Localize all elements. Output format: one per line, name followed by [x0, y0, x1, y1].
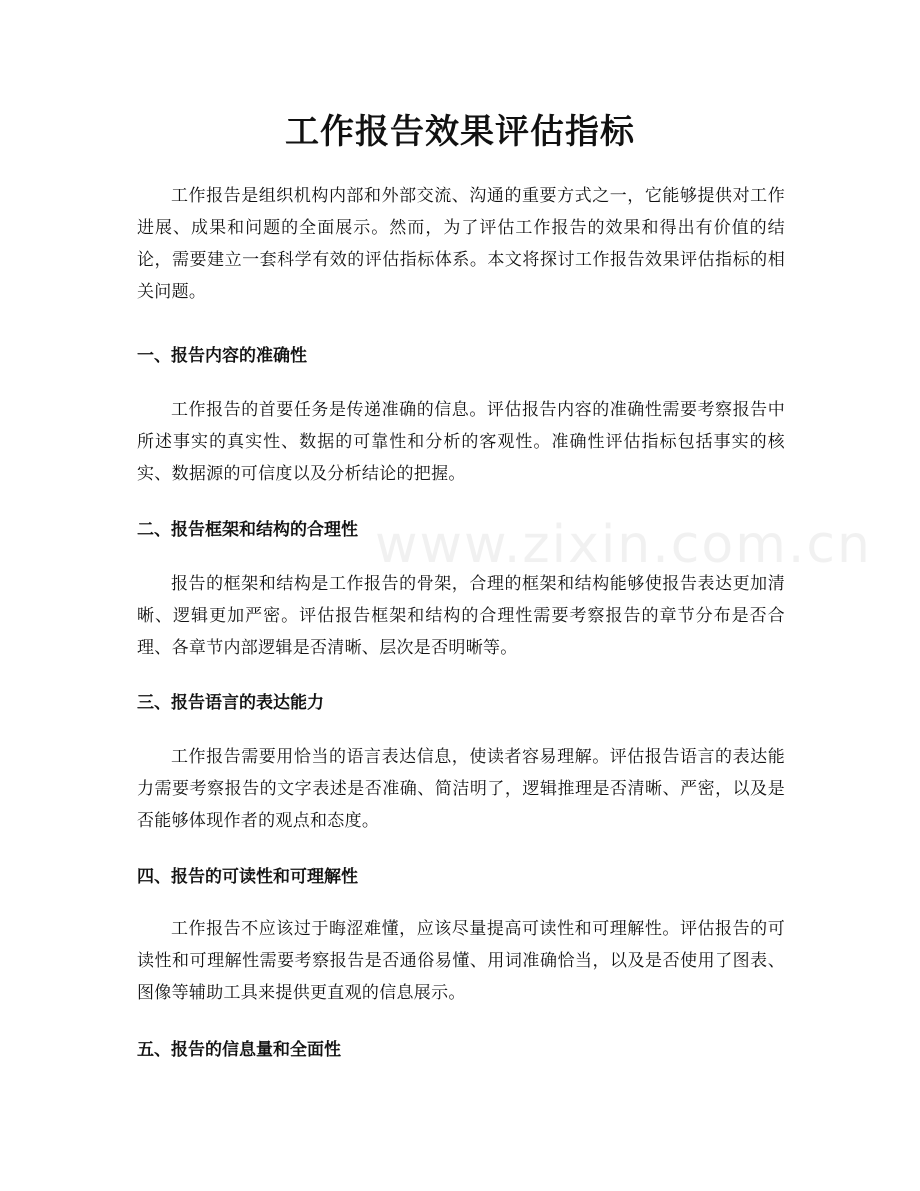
watermark: www.zixin.com.cn [375, 515, 872, 575]
section-body-4: 工作报告不应该过于晦涩难懂，应该尽量提高可读性和可理解性。评估报告的可读性和可理解性需要考察报告是否通俗易懂、用词准确恰当，以及是否使用了图表、图像等辅助工具来提供更直观的信息展示。 [137, 919, 785, 1003]
section-heading-4: 四、报告的可读性和可理解性 [137, 867, 358, 887]
section-heading-5: 五、报告的信息量和全面性 [137, 1040, 341, 1060]
section-heading-3: 三、报告语言的表达能力 [137, 693, 324, 713]
section-heading-2: 二、报告框架和结构的合理性 [137, 520, 358, 540]
section-body-3: 工作报告需要用恰当的语言表达信息，使读者容易理解。评估报告语言的表达能力需要考察报告的文字表述是否准确、简洁明了，逻辑推理是否清晰、严密，以及是否能够体现作者的观点和态度。 [137, 747, 785, 831]
section-body-2: 报告的框架和结构是工作报告的骨架，合理的框架和结构能够使报告表达更加清晰、逻辑更加严密。评估报告框架和结构的合理性需要考察报告的章节分布是否合理、各章节内部逻辑是否清晰、层次是否明晰等。 [137, 574, 785, 658]
section-heading-1: 一、报告内容的准确性 [137, 346, 307, 366]
document-title: 工作报告效果评估指标 [285, 112, 635, 152]
section-body-1: 工作报告的首要任务是传递准确的信息。评估报告内容的准确性需要考察报告中所述事实的真实性、数据的可靠性和分析的客观性。准确性评估指标包括事实的核实、数据源的可信度以及分析结论的把握。 [137, 400, 785, 484]
intro-paragraph: 工作报告是组织机构内部和外部交流、沟通的重要方式之一，它能够提供对工作进展、成果和问题的全面展示。然而，为了评估工作报告的效果和得出有价值的结论，需要建立一套科学有效的评估指标体系。本文将探讨工作报告效果评估指标的相关问题。 [137, 186, 785, 302]
